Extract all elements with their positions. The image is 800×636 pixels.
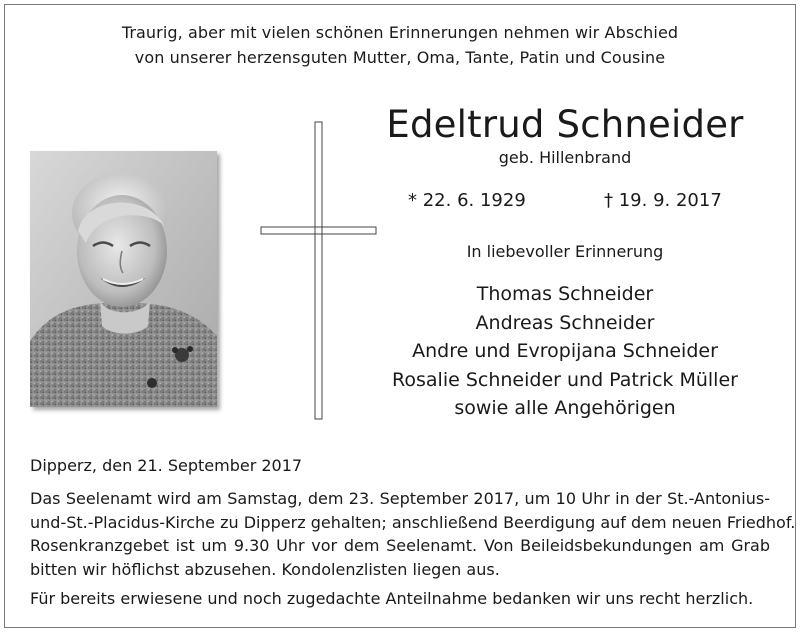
service-line: bitten wir höflichst abzusehen. Kondolenzlisten liegen aus. [30,559,500,579]
place-and-date: Dipperz, den 21. September 2017 [30,456,303,475]
intro-line-2: von unserer herzensguten Mutter, Oma, Tante, Patin und Cousine [134,48,666,67]
maiden-name: geb. Hillenbrand [498,148,632,167]
deceased-name: Edeltrud Schneider [386,103,744,146]
intro-line-1: Traurig, aber mit vielen schönen Erinnerungen nehmen wir Abschied [121,23,679,42]
intro-text [0,20,800,70]
service-line: und-St.-Placidus-Kirche zu Dipperz gehalten; anschließend Beerdigung auf dem neuen Friedhof. [30,512,796,532]
portrait-photo [30,151,217,407]
service-line: Das Seelenamt wird am Samstag, dem 23. September 2017, um 10 Uhr in der St.-Antonius- [30,489,770,508]
mourner-name: Andreas Schneider [475,311,655,334]
mourner-name: Rosalie Schneider und Patrick Müller [392,368,738,391]
mourner-name: sowie alle Angehörigen [454,397,676,419]
memory-line: In liebevoller Erinnerung [466,242,664,261]
mourner-name: Thomas Schneider [476,283,654,305]
mourner-name: Andre und Evropijana Schneider [412,340,718,362]
death-date: † 19. 9. 2017 [604,190,722,211]
service-information [30,487,796,581]
thanks-line: Für bereits erwiesene und noch zugedachte Anteilnahme bedanken wir uns recht herzlich. [30,589,754,608]
service-line: Rosenkranzgebet ist um 9.30 Uhr vor dem Seelenamt. Von Beileidsbekundungen am Grab [30,536,770,555]
birth-date: * 22. 6. 1929 [408,190,526,211]
mourners-list [340,280,790,423]
